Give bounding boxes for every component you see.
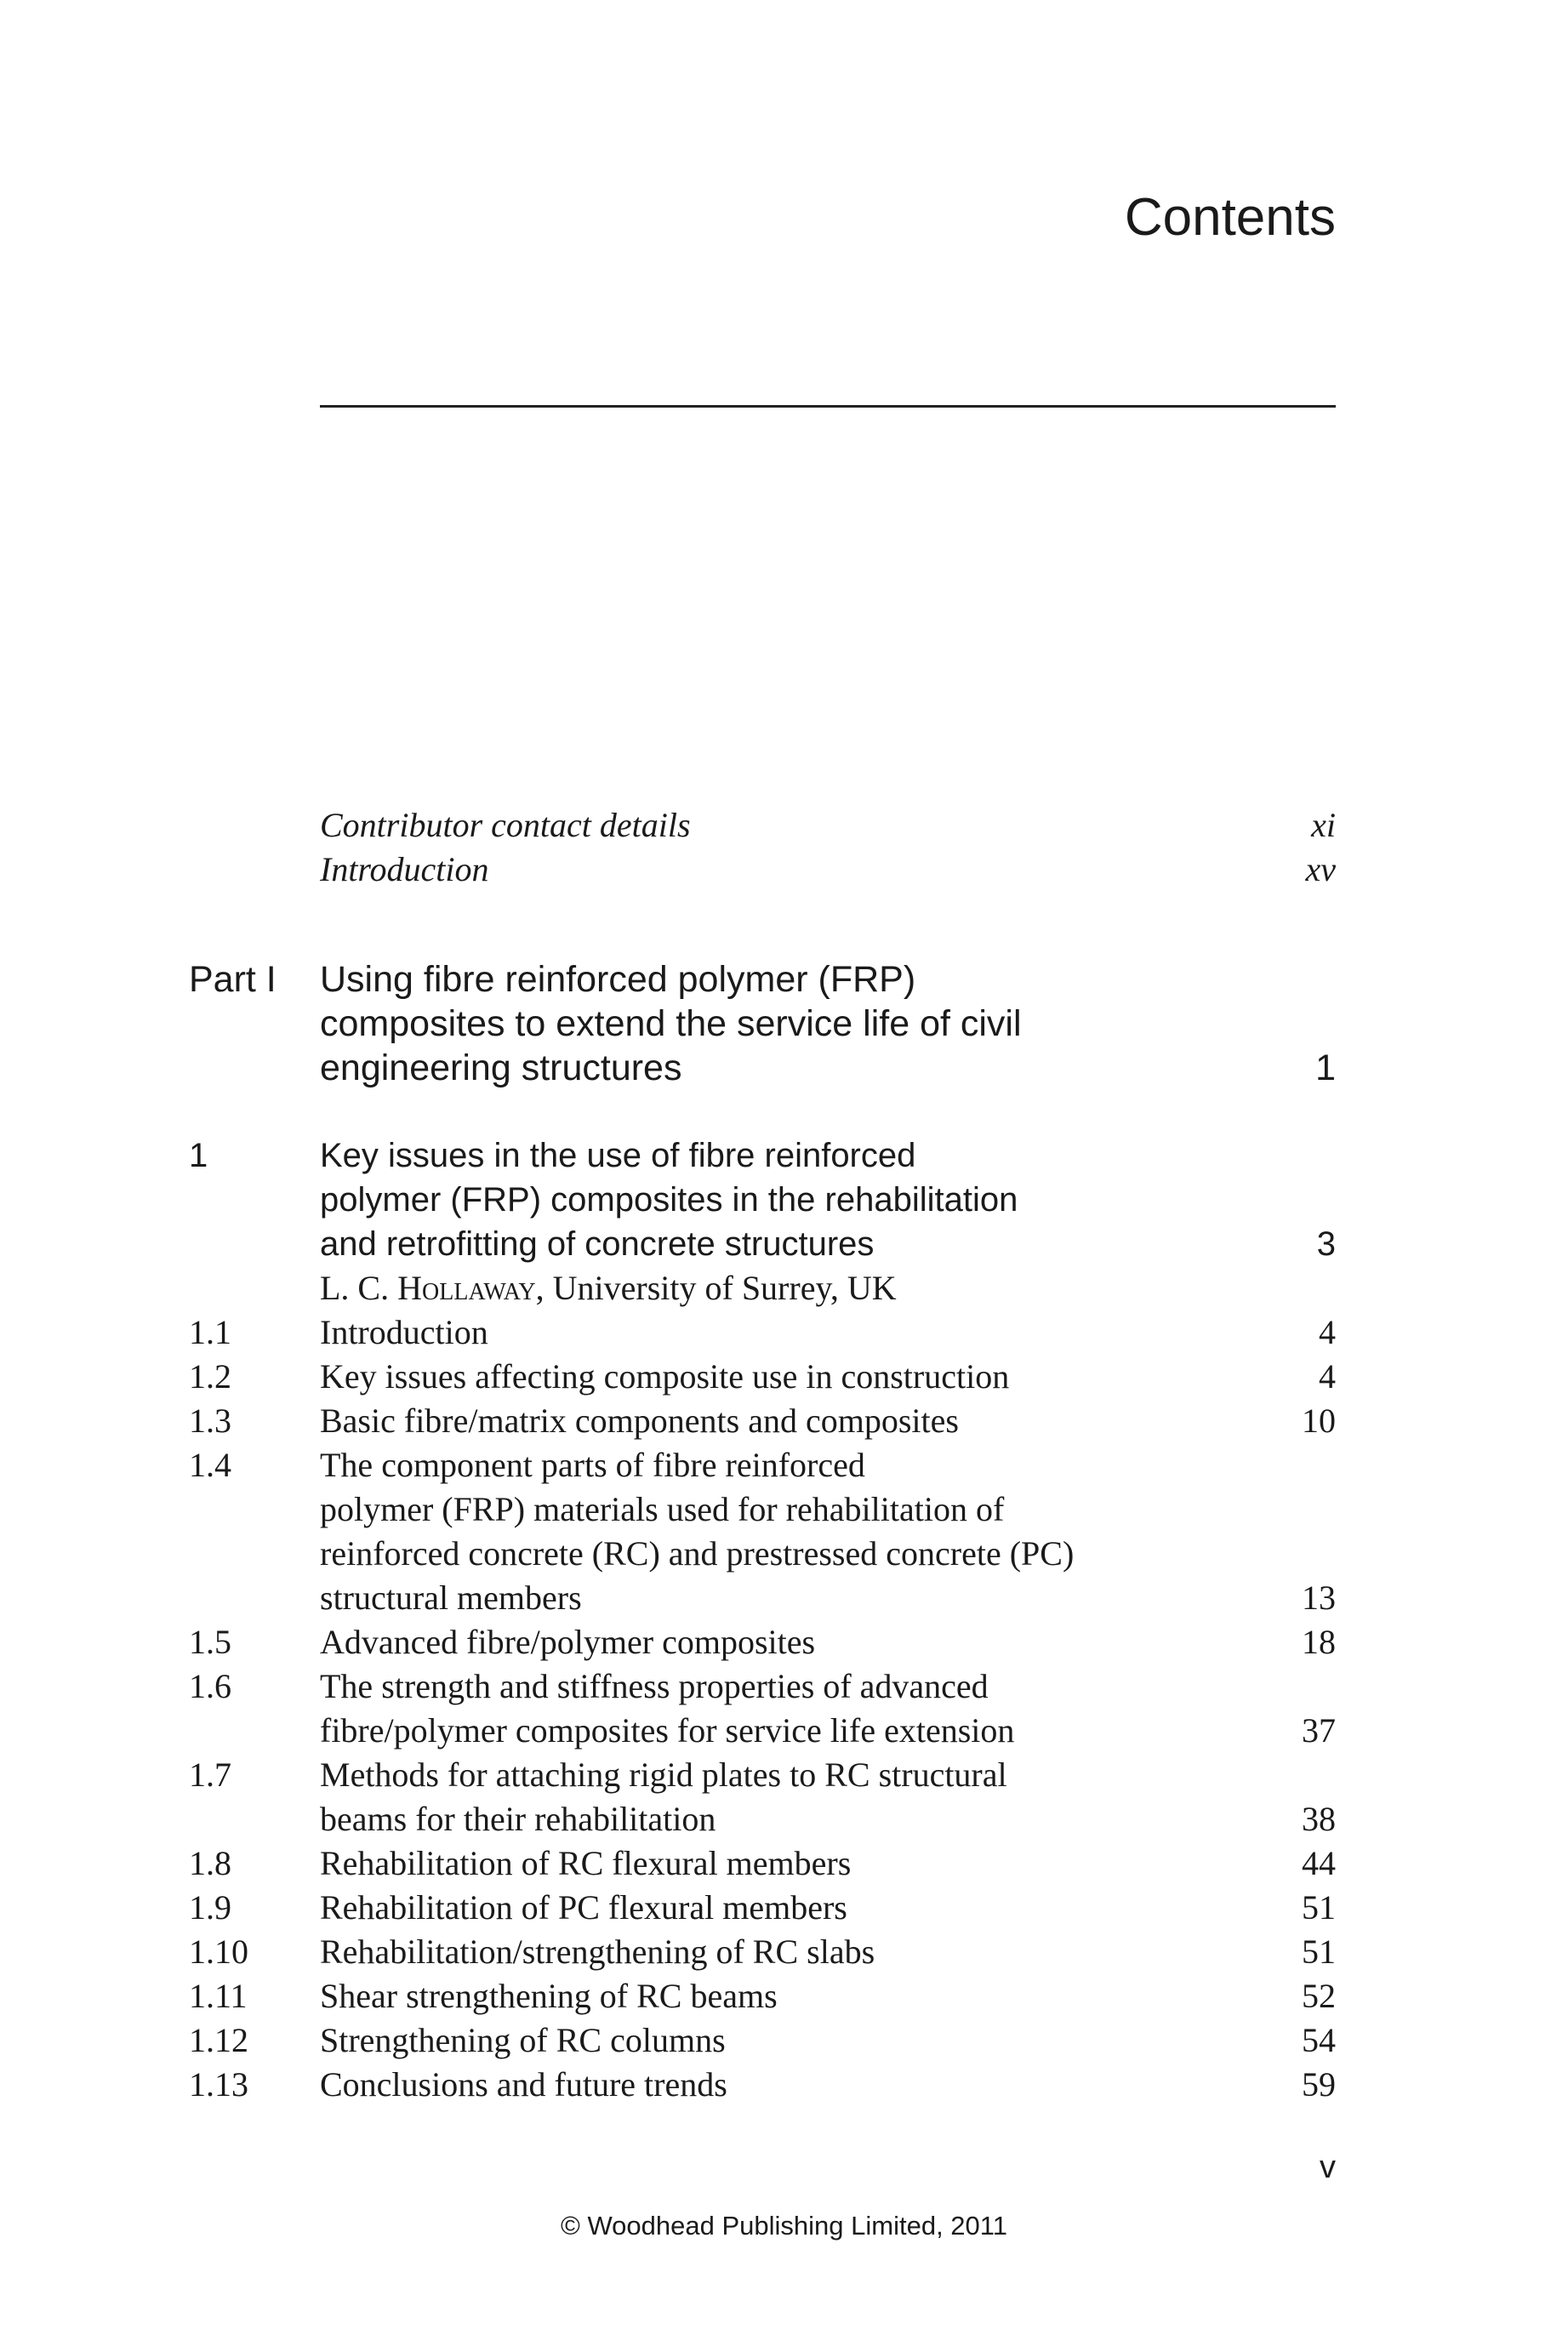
part-title-line: composites to extend the service life of civil bbox=[320, 1003, 1022, 1044]
section-title-line: The component parts of fibre reinforced bbox=[320, 1446, 865, 1484]
section-title-line: Rehabilitation of PC flexural members bbox=[320, 1888, 847, 1927]
section-title bbox=[320, 1620, 1222, 1664]
section-page: 44 bbox=[1302, 1844, 1336, 1882]
section-title-line: fibre/polymer composites for service life extension bbox=[320, 1711, 1015, 1750]
section-number: 1.1 bbox=[189, 1313, 231, 1351]
toc-entry-page: xi bbox=[1311, 806, 1336, 844]
section-title-line: Basic fibre/matrix components and composites bbox=[320, 1401, 959, 1440]
part-title-line: engineering structures bbox=[320, 1048, 682, 1088]
page-number: v bbox=[1320, 2149, 1336, 2185]
part-title bbox=[320, 957, 1222, 1090]
copyright-footer: © Woodhead Publishing Limited, 2011 bbox=[561, 2211, 1007, 2241]
section-number: 1.2 bbox=[189, 1357, 231, 1396]
section-title bbox=[320, 1841, 1222, 1886]
section-number: 1.8 bbox=[189, 1844, 231, 1882]
author-initials: L. C. bbox=[320, 1269, 390, 1307]
part-title-line: Using fibre reinforced polymer (FRP) bbox=[320, 959, 916, 1000]
section-title-line: structural members bbox=[320, 1578, 582, 1617]
section-title-line: Shear strengthening of RC beams bbox=[320, 1977, 778, 2015]
section-number: 1.12 bbox=[189, 2021, 248, 2059]
section-number: 1.9 bbox=[189, 1888, 231, 1927]
section-number: 1.4 bbox=[189, 1446, 231, 1484]
section-page: 13 bbox=[1302, 1578, 1336, 1617]
section-page: 51 bbox=[1302, 1932, 1336, 1971]
section-title bbox=[320, 1930, 1222, 1974]
section-page: 52 bbox=[1302, 1977, 1336, 2015]
section-title-line: Introduction bbox=[320, 1313, 488, 1351]
section-title bbox=[320, 1753, 1222, 1841]
section-page: 54 bbox=[1302, 2021, 1336, 2059]
section-title bbox=[320, 1443, 1222, 1620]
section-title-line: The strength and stiffness properties of advanced bbox=[320, 1667, 989, 1705]
chapter-title-line: polymer (FRP) composites in the rehabilitation bbox=[320, 1181, 1018, 1219]
section-title bbox=[320, 1355, 1222, 1399]
author-surname: Hollaway bbox=[397, 1269, 536, 1307]
section-page: 37 bbox=[1302, 1711, 1336, 1750]
section-page: 18 bbox=[1302, 1623, 1336, 1661]
section-title-line: Key issues affecting composite use in construction bbox=[320, 1357, 1010, 1396]
part-page: 1 bbox=[1315, 1048, 1336, 1088]
section-page: 4 bbox=[1319, 1313, 1336, 1351]
section-page: 38 bbox=[1302, 1800, 1336, 1838]
section-number: 1.6 bbox=[189, 1667, 231, 1705]
section-title-line: Strengthening of RC columns bbox=[320, 2021, 726, 2059]
section-page: 59 bbox=[1302, 2065, 1336, 2104]
section-title bbox=[320, 1664, 1222, 1753]
section-title bbox=[320, 1310, 1222, 1355]
section-title-line: Conclusions and future trends bbox=[320, 2065, 727, 2104]
section-page: 51 bbox=[1302, 1888, 1336, 1927]
section-title bbox=[320, 1974, 1222, 2018]
section-title bbox=[320, 2018, 1222, 2063]
section-title-line: reinforced concrete (RC) and prestressed concrete (PC) bbox=[320, 1534, 1075, 1573]
section-number: 1.11 bbox=[189, 1977, 248, 2015]
author-line bbox=[320, 1266, 1222, 1310]
section-title bbox=[320, 1886, 1222, 1930]
section-number: 1.3 bbox=[189, 1401, 231, 1440]
section-number: 1.7 bbox=[189, 1755, 231, 1794]
author-affiliation: , University of Surrey, UK bbox=[535, 1269, 897, 1307]
page-title: Contents bbox=[1124, 188, 1336, 247]
section-number: 1.5 bbox=[189, 1623, 231, 1661]
toc-entry-page: xv bbox=[1305, 850, 1336, 888]
chapter-title-line: and retrofitting of concrete structures bbox=[320, 1225, 875, 1263]
part-label: Part I bbox=[189, 959, 277, 1000]
chapter-title bbox=[320, 1133, 1222, 1266]
chapter-page: 3 bbox=[1316, 1225, 1336, 1263]
section-page: 10 bbox=[1302, 1401, 1336, 1440]
section-title bbox=[320, 2063, 1222, 2107]
toc-entry-title: Introduction bbox=[320, 850, 489, 888]
toc-entry-title: Contributor contact details bbox=[320, 806, 691, 844]
section-number: 1.10 bbox=[189, 1932, 248, 1971]
section-title bbox=[320, 1399, 1222, 1443]
section-number: 1.13 bbox=[189, 2065, 248, 2104]
section-title-line: polymer (FRP) materials used for rehabilitation of bbox=[320, 1490, 1005, 1528]
section-title-line: Methods for attaching rigid plates to RC structural bbox=[320, 1755, 1007, 1794]
title-rule bbox=[320, 405, 1336, 408]
section-page: 4 bbox=[1319, 1357, 1336, 1396]
chapter-number: 1 bbox=[189, 1137, 208, 1174]
section-title-line: beams for their rehabilitation bbox=[320, 1800, 716, 1838]
section-title-line: Rehabilitation/strengthening of RC slabs bbox=[320, 1932, 875, 1971]
section-title-line: Rehabilitation of RC flexural members bbox=[320, 1844, 852, 1882]
section-title-line: Advanced fibre/polymer composites bbox=[320, 1623, 816, 1661]
chapter-title-line: Key issues in the use of fibre reinforced bbox=[320, 1137, 916, 1174]
